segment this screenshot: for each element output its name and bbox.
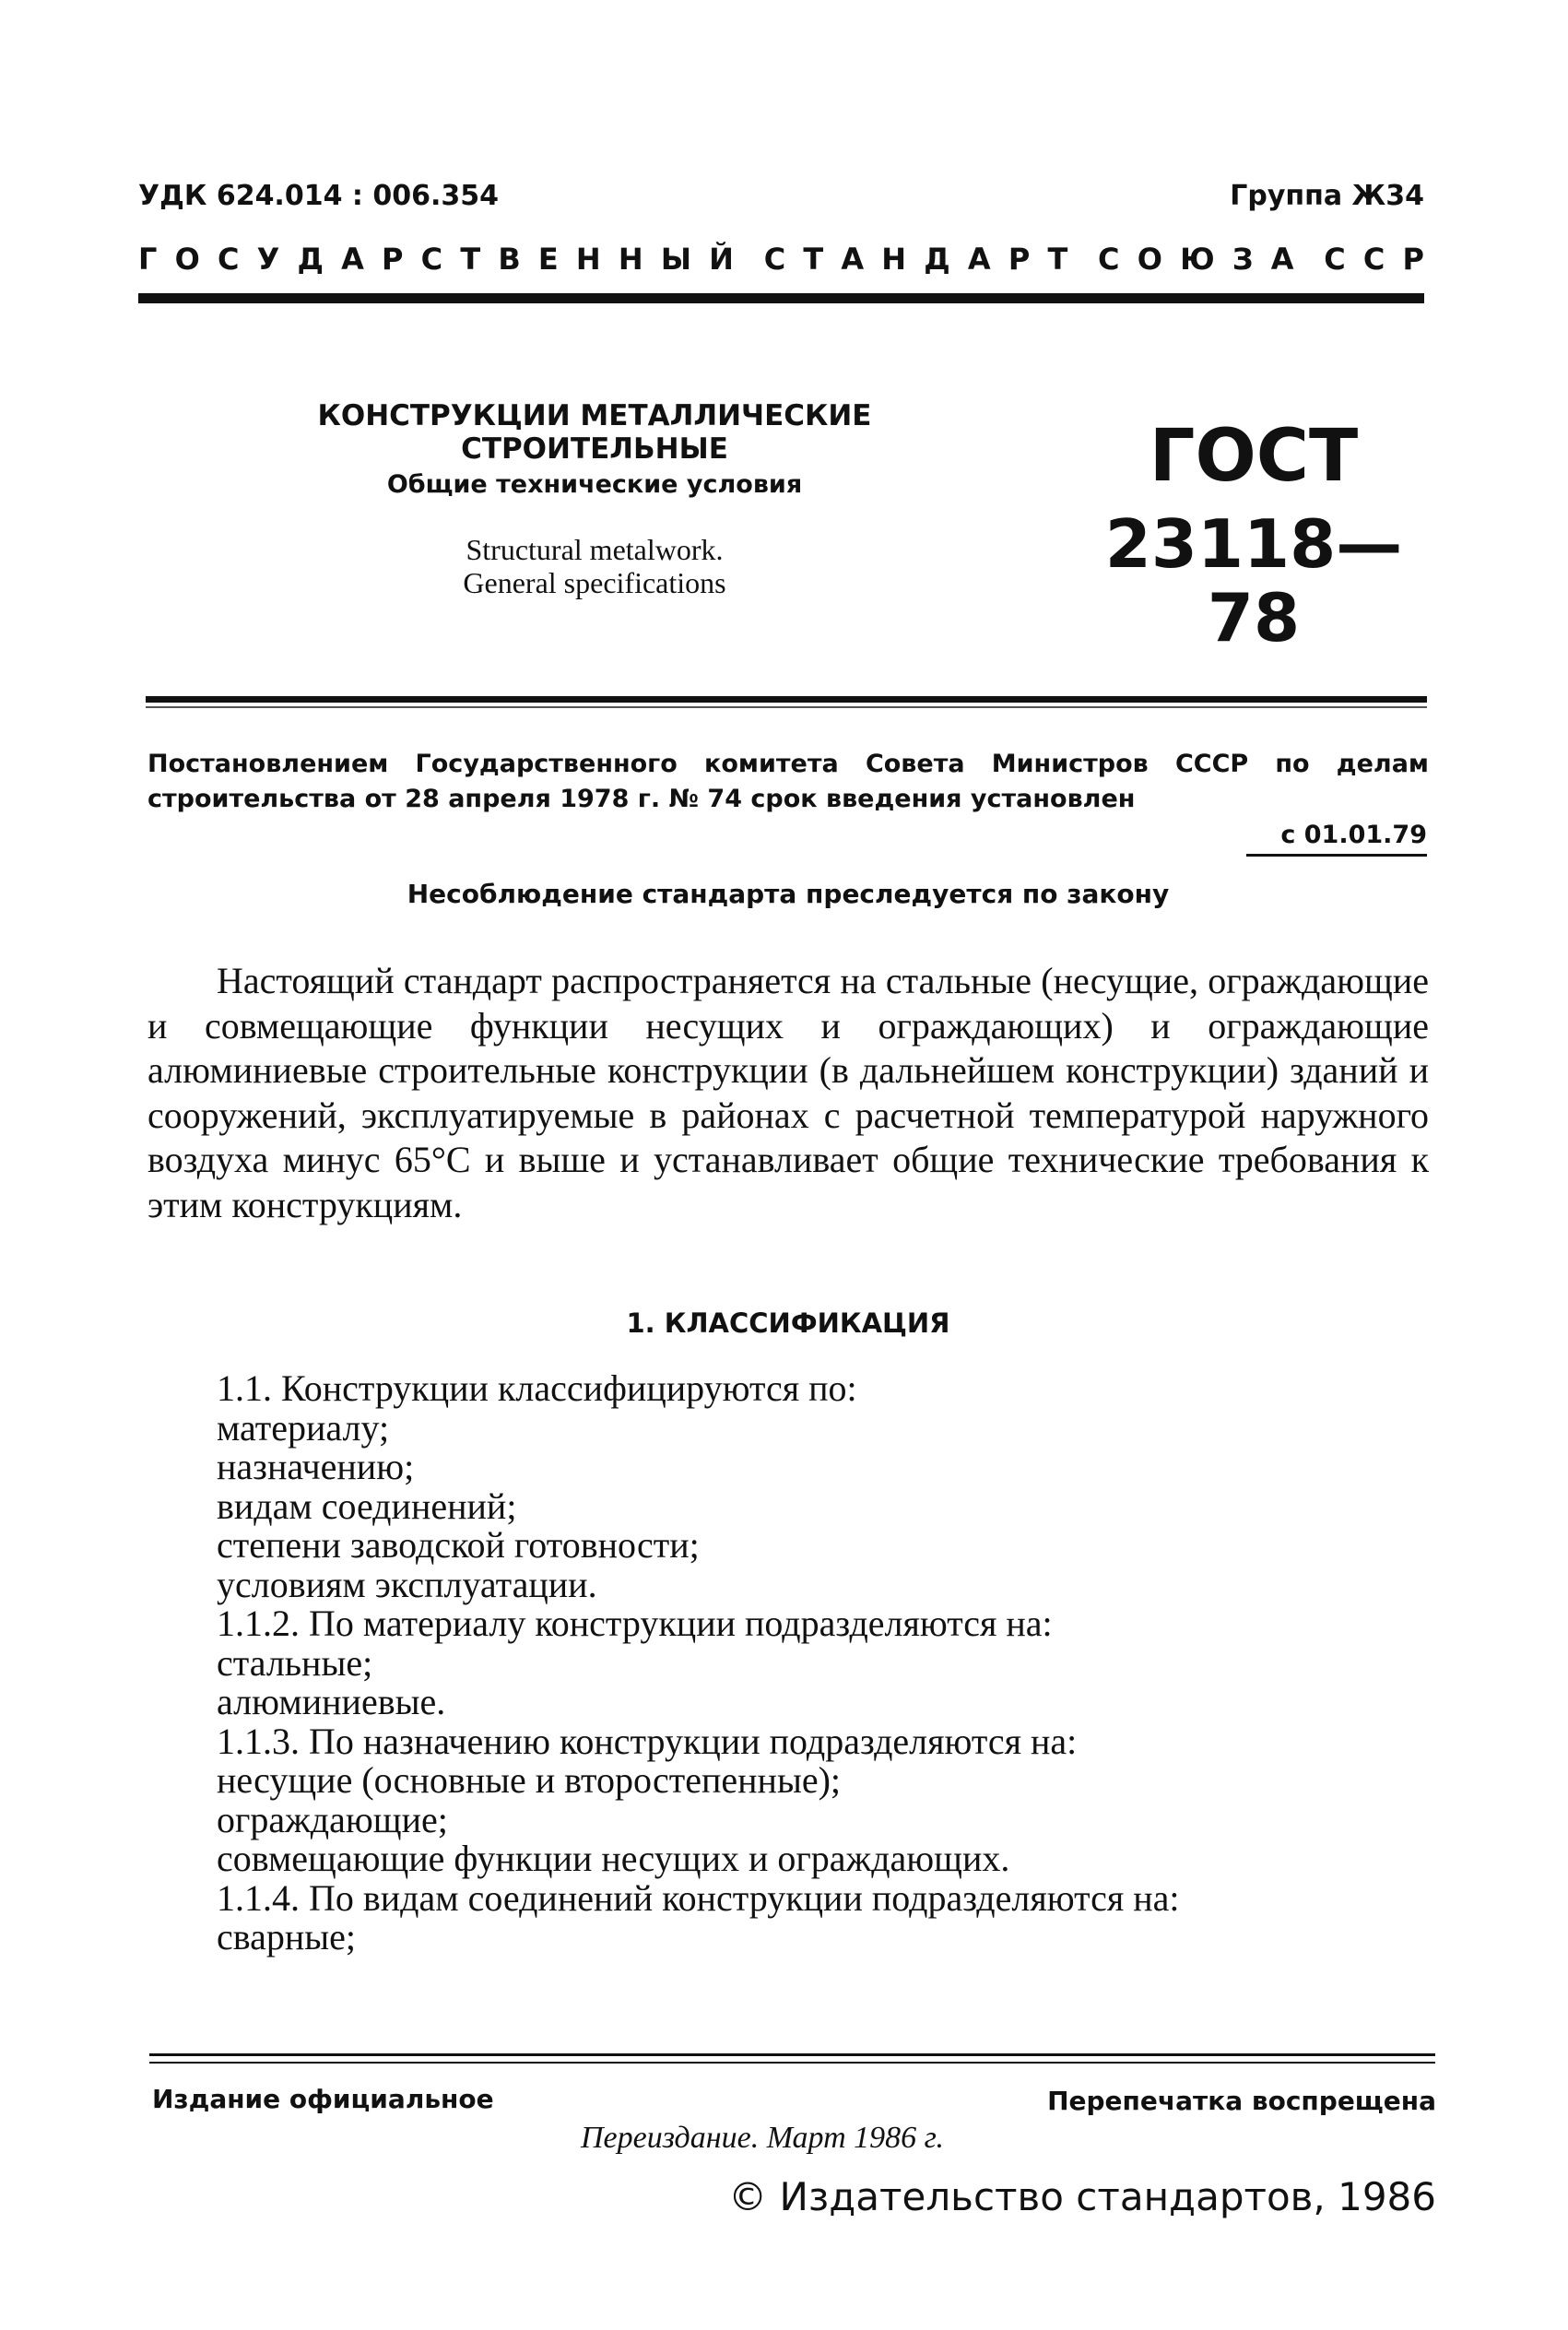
edition-label: Издание официальное (152, 2084, 494, 2114)
header-rule (138, 293, 1424, 303)
english-title-line-2: General specifications (463, 566, 726, 599)
list-item: степени заводской готовности; (217, 1524, 700, 1566)
footer-rule (149, 2053, 1435, 2056)
section-heading: 1. КЛАССИФИКАЦИЯ (626, 1307, 950, 1339)
list-item: ограждающие; (217, 1798, 448, 1840)
document-title: КОНСТРУКЦИИ МЕТАЛЛИЧЕСКИЕ СТРОИТЕЛЬНЫЕ (317, 399, 872, 466)
classification-list (217, 1369, 1433, 1957)
list-item: назначению; (217, 1446, 415, 1487)
list-item: совмещающие функции несущих и ограждающих. (217, 1838, 1010, 1879)
legal-warning: Несоблюдение стандарта преследуется по закону (407, 879, 1170, 909)
english-title-line-1: Structural metalwork. (466, 533, 724, 566)
list-item: сварные; (217, 1916, 357, 1957)
list-item: стальные; (217, 1641, 373, 1684)
banner-word: С О Ю З А (1098, 242, 1294, 277)
list-item: 1.1.2. По материалу конструкции подразделяются на: (217, 1603, 1053, 1644)
list-item: 1.1. Конструкции классифицируются по: (217, 1367, 857, 1409)
english-title (194, 533, 996, 599)
title-rule-thin (146, 706, 1427, 708)
reprint-ban-label: Перепечатка воспрещена (1047, 2086, 1436, 2116)
decree-line-2: строительства от 28 апреля 1978 г. № 74 срок введения установлен (147, 785, 1136, 813)
banner-word: С С Р (1324, 242, 1424, 277)
udk-code: УДК 624.014 : 006.354 (138, 180, 499, 212)
intro-paragraph: Настоящий стандарт распространяется на стальные (несущие, ограждающие и совмещающие функции несущих и ограждающих) и ограждающие алюминиевые строительные конструкции (в дальнейшем конструкции) зданий и сооружений, эксплуатируемые в районах с расчетной температурой наружного воздуха минус 65°С и выше и устанавливает общие технические требования к этим конструкциям. (147, 960, 1429, 1225)
title-rule (146, 696, 1427, 703)
list-item: несущие (основные и второстепенные); (217, 1759, 842, 1801)
gost-label: ГОСТ (1149, 415, 1359, 498)
effective-date: с 01.01.79 (1280, 821, 1427, 849)
reprint-note: Переиздание. Март 1986 г. (581, 2121, 944, 2155)
state-standard-banner (138, 242, 1424, 277)
decree-line-1: Постановлением Государственного комитета Совета Министров СССР по делам (147, 750, 1429, 778)
banner-word: С Т А Н Д А Р Т (763, 242, 1068, 277)
gost-number: 23118—78 (1104, 505, 1403, 656)
list-item: условиям эксплуатации. (217, 1563, 597, 1605)
document-subtitle: Общие технические условия (386, 470, 803, 499)
footer-rule-thin (149, 2062, 1435, 2064)
banner-word: Г О С У Д А Р С Т В Е Н Н Ы Й (138, 242, 734, 277)
list-item: 1.1.3. По назначению конструкции подразделяются на: (217, 1720, 1078, 1762)
list-item: 1.1.4. По видам соединений конструкции подразделяются на: (217, 1876, 1180, 1919)
copyright-notice: © Издательство стандартов, 1986 (728, 2174, 1436, 2219)
list-item: алюминиевые. (217, 1681, 446, 1722)
list-item: материалу; (217, 1406, 390, 1449)
effective-date-underline (1246, 854, 1427, 857)
list-item: видам соединений; (217, 1484, 517, 1527)
group-code: Группа Ж34 (1230, 180, 1424, 212)
